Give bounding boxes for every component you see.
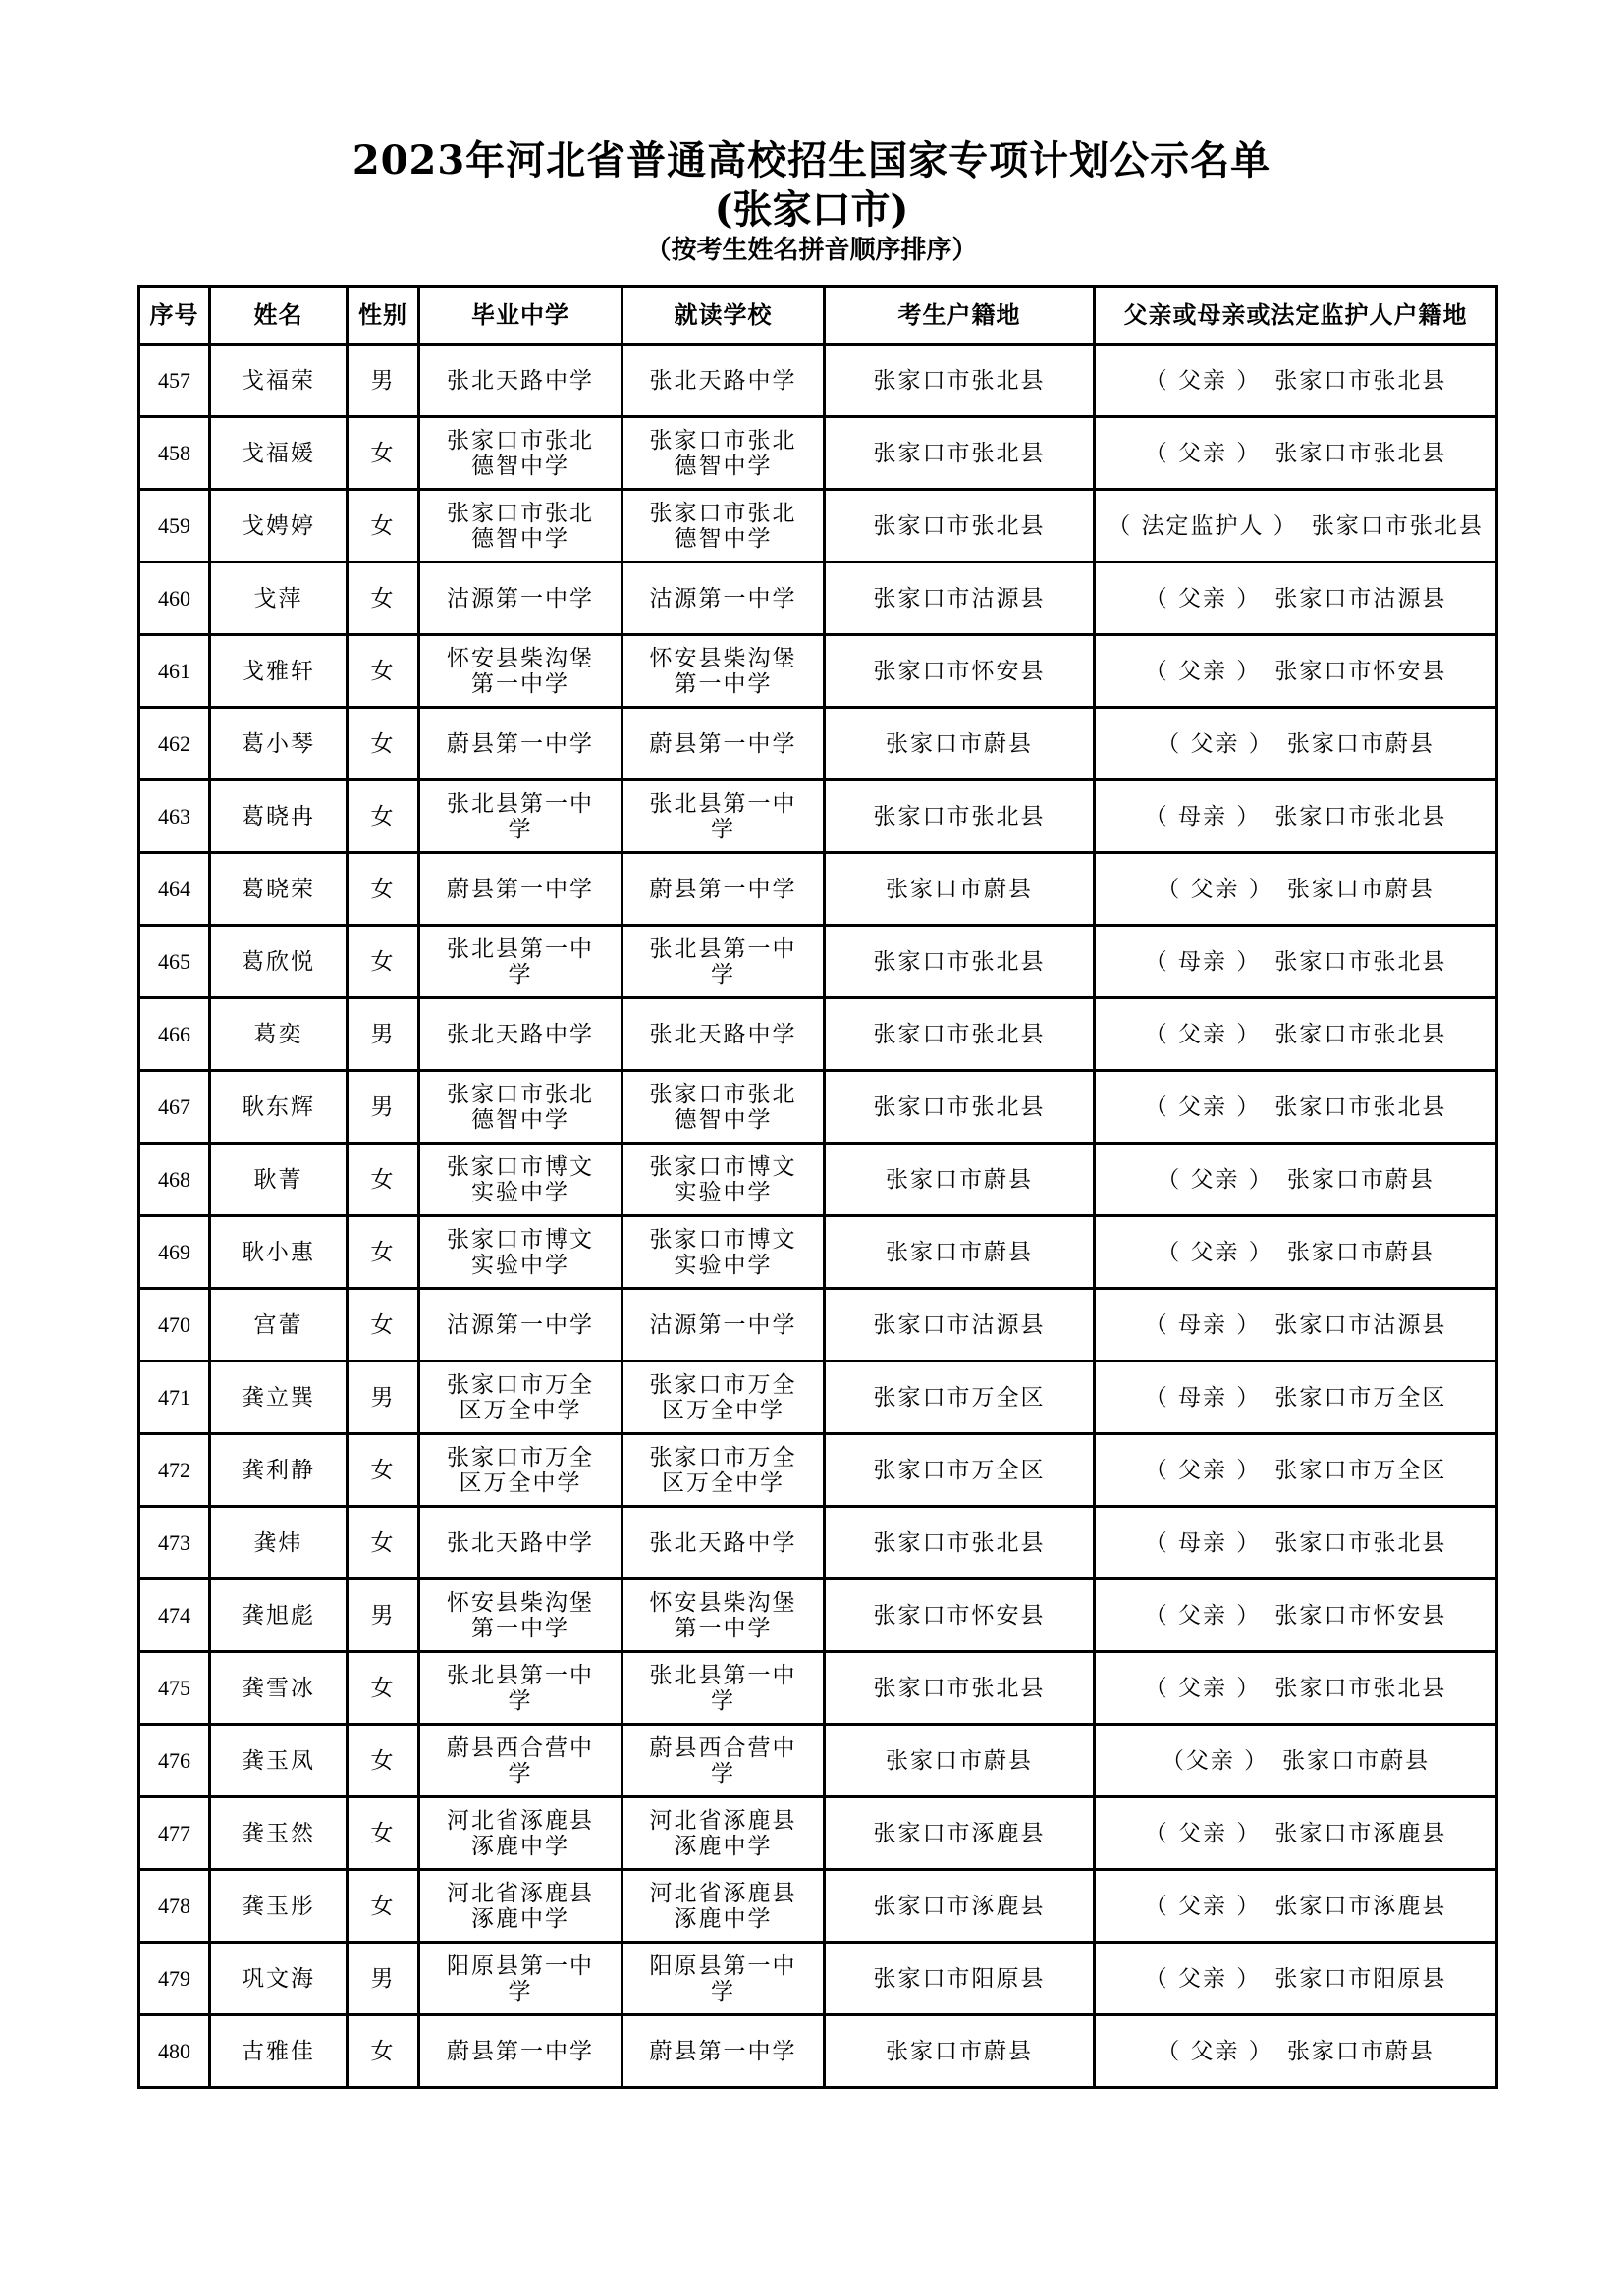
guardian-place: 张家口市蔚县: [1286, 1239, 1434, 1265]
row-number: 475: [139, 1652, 210, 1725]
row-number: 471: [139, 1362, 210, 1434]
row-number: 461: [139, 635, 210, 708]
table-row: [139, 1507, 1497, 1579]
student-name: 戈福荣: [210, 345, 348, 417]
row-number: 477: [139, 1797, 210, 1870]
guardian-registration: [1095, 417, 1497, 490]
student-sex: 女: [348, 1216, 419, 1289]
guardian-place: 张家口市张北县: [1274, 1094, 1447, 1120]
student-sex: 女: [348, 635, 419, 708]
graduated-school: 张家口市张北德智中学: [419, 417, 622, 490]
household-registration: 张家口市张北县: [825, 998, 1095, 1071]
household-registration: 张家口市张北县: [825, 1652, 1095, 1725]
guardian-relation: （ 父亲 ）: [1144, 1893, 1262, 1919]
graduated-school: 沽源第一中学: [419, 562, 622, 635]
household-registration: 张家口市蔚县: [825, 853, 1095, 926]
table-row: [139, 1797, 1497, 1870]
household-registration: 张家口市蔚县: [825, 1216, 1095, 1289]
graduated-school: 张北县第一中学: [419, 780, 622, 853]
student-sex: 女: [348, 926, 419, 998]
guardian-place: 张家口市张北县: [1274, 440, 1447, 466]
guardian-place: 张家口市万全区: [1274, 1457, 1447, 1483]
guardian-registration: [1095, 1943, 1497, 2015]
student-sex: 女: [348, 708, 419, 780]
guardian-place: 张家口市蔚县: [1286, 2038, 1434, 2064]
guardian-relation: （ 父亲 ）: [1157, 1239, 1273, 1265]
guardian-registration: [1095, 1216, 1497, 1289]
guardian-relation: （ 母亲 ）: [1144, 948, 1262, 975]
student-sex: 女: [348, 1870, 419, 1943]
household-registration: 张家口市涿鹿县: [825, 1870, 1095, 1943]
graduated-school: 张北天路中学: [419, 345, 622, 417]
student-name: 葛欣悦: [210, 926, 348, 998]
guardian-registration: [1095, 635, 1497, 708]
table-row: [139, 1579, 1497, 1652]
guardian-relation: （ 父亲 ）: [1144, 1457, 1262, 1483]
household-registration: 张家口市蔚县: [825, 2015, 1095, 2088]
household-registration: 张家口市沽源县: [825, 1289, 1095, 1362]
candidate-table: [137, 285, 1498, 2089]
table-row: [139, 417, 1497, 490]
student-sex: 男: [348, 1362, 419, 1434]
student-sex: 女: [348, 562, 419, 635]
student-sex: 女: [348, 1797, 419, 1870]
household-registration: 张家口市张北县: [825, 417, 1095, 490]
guardian-place: 张家口市蔚县: [1282, 1747, 1431, 1774]
guardian-place: 张家口市张北县: [1274, 803, 1447, 829]
student-name: 戈娉婷: [210, 490, 348, 562]
guardian-place: 张家口市张北县: [1311, 512, 1484, 539]
household-registration: 张家口市张北县: [825, 345, 1095, 417]
student-name: 耿菁: [210, 1144, 348, 1216]
guardian-registration: [1095, 853, 1497, 926]
row-number: 473: [139, 1507, 210, 1579]
guardian-registration: [1095, 1071, 1497, 1144]
household-registration: 张家口市阳原县: [825, 1943, 1095, 2015]
current-school: 怀安县柴沟堡第一中学: [622, 635, 825, 708]
table-row: [139, 1216, 1497, 1289]
student-sex: 女: [348, 1725, 419, 1797]
guardian-place: 张家口市怀安县: [1274, 658, 1447, 684]
table-row: [139, 1652, 1497, 1725]
student-name: 耿东辉: [210, 1071, 348, 1144]
guardian-registration: [1095, 1652, 1497, 1725]
graduated-school: 河北省涿鹿县涿鹿中学: [419, 1870, 622, 1943]
col-header-current-school: 就读学校: [622, 287, 825, 345]
row-number: 464: [139, 853, 210, 926]
student-sex: 男: [348, 1579, 419, 1652]
row-number: 470: [139, 1289, 210, 1362]
guardian-place: 张家口市张北县: [1274, 367, 1447, 394]
current-school: 张家口市张北德智中学: [622, 417, 825, 490]
graduated-school: 阳原县第一中学: [419, 1943, 622, 2015]
graduated-school: 张北天路中学: [419, 1507, 622, 1579]
guardian-place: 张家口市沽源县: [1274, 1311, 1447, 1338]
row-number: 457: [139, 345, 210, 417]
col-header-no: 序号: [139, 287, 210, 345]
row-number: 480: [139, 2015, 210, 2088]
graduated-school: 张北县第一中学: [419, 926, 622, 998]
row-number: 474: [139, 1579, 210, 1652]
current-school: 张家口市张北德智中学: [622, 490, 825, 562]
guardian-place: 张家口市涿鹿县: [1274, 1820, 1447, 1846]
student-sex: 女: [348, 1434, 419, 1507]
student-name: 龚雪冰: [210, 1652, 348, 1725]
guardian-registration: [1095, 490, 1497, 562]
student-sex: 女: [348, 2015, 419, 2088]
graduated-school: 河北省涿鹿县涿鹿中学: [419, 1797, 622, 1870]
guardian-relation: （ 父亲 ）: [1144, 1602, 1262, 1629]
current-school: 张家口市博文实验中学: [622, 1144, 825, 1216]
graduated-school: 张家口市张北德智中学: [419, 490, 622, 562]
table-row: [139, 1144, 1497, 1216]
guardian-registration: [1095, 708, 1497, 780]
row-number: 465: [139, 926, 210, 998]
current-school: 张北县第一中学: [622, 926, 825, 998]
student-name: 龚炜: [210, 1507, 348, 1579]
guardian-relation: （ 母亲 ）: [1144, 1311, 1262, 1338]
current-school: 怀安县柴沟堡第一中学: [622, 1579, 825, 1652]
student-name: 宫蕾: [210, 1289, 348, 1362]
guardian-place: 张家口市涿鹿县: [1274, 1893, 1447, 1919]
household-registration: 张家口市蔚县: [825, 708, 1095, 780]
row-number: 479: [139, 1943, 210, 2015]
student-name: 耿小惠: [210, 1216, 348, 1289]
guardian-relation: （ 父亲 ）: [1144, 440, 1262, 466]
current-school: 阳原县第一中学: [622, 1943, 825, 2015]
household-registration: 张家口市蔚县: [825, 1725, 1095, 1797]
graduated-school: 怀安县柴沟堡第一中学: [419, 635, 622, 708]
current-school: 河北省涿鹿县涿鹿中学: [622, 1870, 825, 1943]
household-registration: 张家口市张北县: [825, 1507, 1095, 1579]
household-registration: 张家口市张北县: [825, 1071, 1095, 1144]
graduated-school: 怀安县柴沟堡第一中学: [419, 1579, 622, 1652]
guardian-registration: [1095, 1289, 1497, 1362]
guardian-relation: （ 母亲 ）: [1144, 803, 1262, 829]
graduated-school: 张家口市万全区万全中学: [419, 1434, 622, 1507]
graduated-school: 蔚县第一中学: [419, 708, 622, 780]
table-row: [139, 780, 1497, 853]
table-row: [139, 1725, 1497, 1797]
guardian-registration: [1095, 562, 1497, 635]
guardian-registration: [1095, 1362, 1497, 1434]
student-sex: 女: [348, 1144, 419, 1216]
current-school: 张北县第一中学: [622, 1652, 825, 1725]
guardian-registration: [1095, 1144, 1497, 1216]
guardian-place: 张家口市张北县: [1274, 948, 1447, 975]
guardian-registration: [1095, 998, 1497, 1071]
guardian-place: 张家口市怀安县: [1274, 1602, 1447, 1629]
table-row: [139, 708, 1497, 780]
household-registration: 张家口市张北县: [825, 926, 1095, 998]
guardian-place: 张家口市万全区: [1274, 1384, 1447, 1411]
household-registration: 张家口市万全区: [825, 1434, 1095, 1507]
row-number: 466: [139, 998, 210, 1071]
graduated-school: 张家口市张北德智中学: [419, 1071, 622, 1144]
student-sex: 男: [348, 345, 419, 417]
guardian-registration: [1095, 926, 1497, 998]
student-name: 龚旭彪: [210, 1579, 348, 1652]
household-registration: 张家口市万全区: [825, 1362, 1095, 1434]
guardian-relation: （ 父亲 ）: [1144, 1021, 1262, 1047]
graduated-school: 沽源第一中学: [419, 1289, 622, 1362]
guardian-place: 张家口市阳原县: [1274, 1965, 1447, 1992]
student-name: 葛小琴: [210, 708, 348, 780]
student-name: 龚立巽: [210, 1362, 348, 1434]
row-number: 459: [139, 490, 210, 562]
table-row: [139, 2015, 1497, 2088]
student-name: 葛晓荣: [210, 853, 348, 926]
row-number: 478: [139, 1870, 210, 1943]
student-sex: 男: [348, 998, 419, 1071]
table-row: [139, 1071, 1497, 1144]
table-row: [139, 926, 1497, 998]
table-row: [139, 562, 1497, 635]
col-header-sex: 性别: [348, 287, 419, 345]
guardian-registration: [1095, 1434, 1497, 1507]
guardian-relation: （ 法定监护人 ）: [1108, 512, 1298, 539]
household-registration: 张家口市张北县: [825, 780, 1095, 853]
table-row: [139, 635, 1497, 708]
row-number: 472: [139, 1434, 210, 1507]
current-school: 张北天路中学: [622, 1507, 825, 1579]
guardian-registration: [1095, 780, 1497, 853]
graduated-school: 张家口市万全区万全中学: [419, 1362, 622, 1434]
student-sex: 女: [348, 853, 419, 926]
household-registration: 张家口市怀安县: [825, 1579, 1095, 1652]
table-row: [139, 1362, 1497, 1434]
graduated-school: 蔚县第一中学: [419, 2015, 622, 2088]
row-number: 476: [139, 1725, 210, 1797]
student-name: 戈福媛: [210, 417, 348, 490]
student-name: 葛晓冉: [210, 780, 348, 853]
guardian-place: 张家口市蔚县: [1286, 876, 1434, 902]
current-school: 蔚县西合营中学: [622, 1725, 825, 1797]
table-row: [139, 490, 1497, 562]
household-registration: 张家口市张北县: [825, 490, 1095, 562]
guardian-registration: [1095, 2015, 1497, 2088]
guardian-relation: （ 父亲 ）: [1144, 1675, 1262, 1701]
graduated-school: 蔚县西合营中学: [419, 1725, 622, 1797]
current-school: 张家口市博文实验中学: [622, 1216, 825, 1289]
guardian-relation: （ 父亲 ）: [1144, 585, 1262, 612]
graduated-school: 张北天路中学: [419, 998, 622, 1071]
current-school: 张家口市张北德智中学: [622, 1071, 825, 1144]
guardian-registration: [1095, 345, 1497, 417]
guardian-registration: [1095, 1797, 1497, 1870]
guardian-relation: （ 父亲 ）: [1157, 876, 1273, 902]
student-name: 戈雅轩: [210, 635, 348, 708]
col-header-household-registration: 考生户籍地: [825, 287, 1095, 345]
student-sex: 女: [348, 1507, 419, 1579]
row-number: 458: [139, 417, 210, 490]
guardian-relation: （ 父亲 ）: [1157, 1166, 1273, 1193]
student-sex: 女: [348, 1652, 419, 1725]
guardian-place: 张家口市张北县: [1274, 1529, 1447, 1556]
guardian-place: 张家口市蔚县: [1286, 730, 1434, 757]
student-name: 葛奕: [210, 998, 348, 1071]
student-sex: 男: [348, 1071, 419, 1144]
guardian-place: 张家口市张北县: [1274, 1675, 1447, 1701]
guardian-place: 张家口市蔚县: [1286, 1166, 1434, 1193]
current-school: 张北天路中学: [622, 345, 825, 417]
row-number: 462: [139, 708, 210, 780]
current-school: 沽源第一中学: [622, 562, 825, 635]
graduated-school: 蔚县第一中学: [419, 853, 622, 926]
guardian-registration: [1095, 1725, 1497, 1797]
guardian-place: 张家口市张北县: [1274, 1021, 1447, 1047]
table-row: [139, 345, 1497, 417]
table-row: [139, 1434, 1497, 1507]
table-row: [139, 853, 1497, 926]
current-school: 蔚县第一中学: [622, 708, 825, 780]
student-name: 龚玉凤: [210, 1725, 348, 1797]
guardian-relation: （ 母亲 ）: [1144, 1529, 1262, 1556]
student-name: 龚玉然: [210, 1797, 348, 1870]
student-sex: 男: [348, 1943, 419, 2015]
household-registration: 张家口市怀安县: [825, 635, 1095, 708]
guardian-relation: （ 父亲 ）: [1144, 367, 1262, 394]
student-sex: 女: [348, 417, 419, 490]
table-row: [139, 1943, 1497, 2015]
guardian-relation: （ 母亲 ）: [1144, 1384, 1262, 1411]
row-number: 463: [139, 780, 210, 853]
guardian-relation: （ 父亲 ）: [1144, 1965, 1262, 1992]
row-number: 467: [139, 1071, 210, 1144]
current-school: 河北省涿鹿县涿鹿中学: [622, 1797, 825, 1870]
guardian-place: 张家口市沽源县: [1274, 585, 1447, 612]
student-sex: 女: [348, 490, 419, 562]
table-row: [139, 1870, 1497, 1943]
guardian-registration: [1095, 1579, 1497, 1652]
guardian-relation: （ 父亲 ）: [1144, 1094, 1262, 1120]
graduated-school: 张家口市博文实验中学: [419, 1144, 622, 1216]
guardian-registration: [1095, 1507, 1497, 1579]
col-header-guardian-registration: 父亲或母亲或法定监护人户籍地: [1095, 287, 1497, 345]
table-row: [139, 1289, 1497, 1362]
col-header-graduated-school: 毕业中学: [419, 287, 622, 345]
current-school: 张家口市万全区万全中学: [622, 1434, 825, 1507]
current-school: 蔚县第一中学: [622, 2015, 825, 2088]
household-registration: 张家口市涿鹿县: [825, 1797, 1095, 1870]
student-name: 龚玉彤: [210, 1870, 348, 1943]
row-number: 469: [139, 1216, 210, 1289]
student-name: 戈萍: [210, 562, 348, 635]
household-registration: 张家口市沽源县: [825, 562, 1095, 635]
student-name: 古雅佳: [210, 2015, 348, 2088]
row-number: 468: [139, 1144, 210, 1216]
table-row: [139, 998, 1497, 1071]
guardian-relation: （ 父亲 ）: [1157, 730, 1273, 757]
student-sex: 女: [348, 780, 419, 853]
table-header-row: [139, 287, 1497, 345]
guardian-relation: （父亲 ）: [1161, 1747, 1270, 1774]
student-sex: 女: [348, 1289, 419, 1362]
household-registration: 张家口市蔚县: [825, 1144, 1095, 1216]
current-school: 张家口市万全区万全中学: [622, 1362, 825, 1434]
page-subtitle-city: (张家口市): [714, 187, 909, 233]
guardian-relation: （ 父亲 ）: [1157, 2038, 1273, 2064]
sort-note: （按考生姓名拼音顺序排序）: [645, 236, 978, 265]
row-number: 460: [139, 562, 210, 635]
current-school: 蔚县第一中学: [622, 853, 825, 926]
current-school: 张北天路中学: [622, 998, 825, 1071]
student-name: 巩文海: [210, 1943, 348, 2015]
graduated-school: 张家口市博文实验中学: [419, 1216, 622, 1289]
page-title: 2023年河北省普通高校招生国家专项计划公示名单: [352, 137, 1271, 184]
student-name: 龚利静: [210, 1434, 348, 1507]
guardian-relation: （ 父亲 ）: [1144, 658, 1262, 684]
guardian-relation: （ 父亲 ）: [1144, 1820, 1262, 1846]
graduated-school: 张北县第一中学: [419, 1652, 622, 1725]
current-school: 张北县第一中学: [622, 780, 825, 853]
guardian-registration: [1095, 1870, 1497, 1943]
current-school: 沽源第一中学: [622, 1289, 825, 1362]
col-header-name: 姓名: [210, 287, 348, 345]
